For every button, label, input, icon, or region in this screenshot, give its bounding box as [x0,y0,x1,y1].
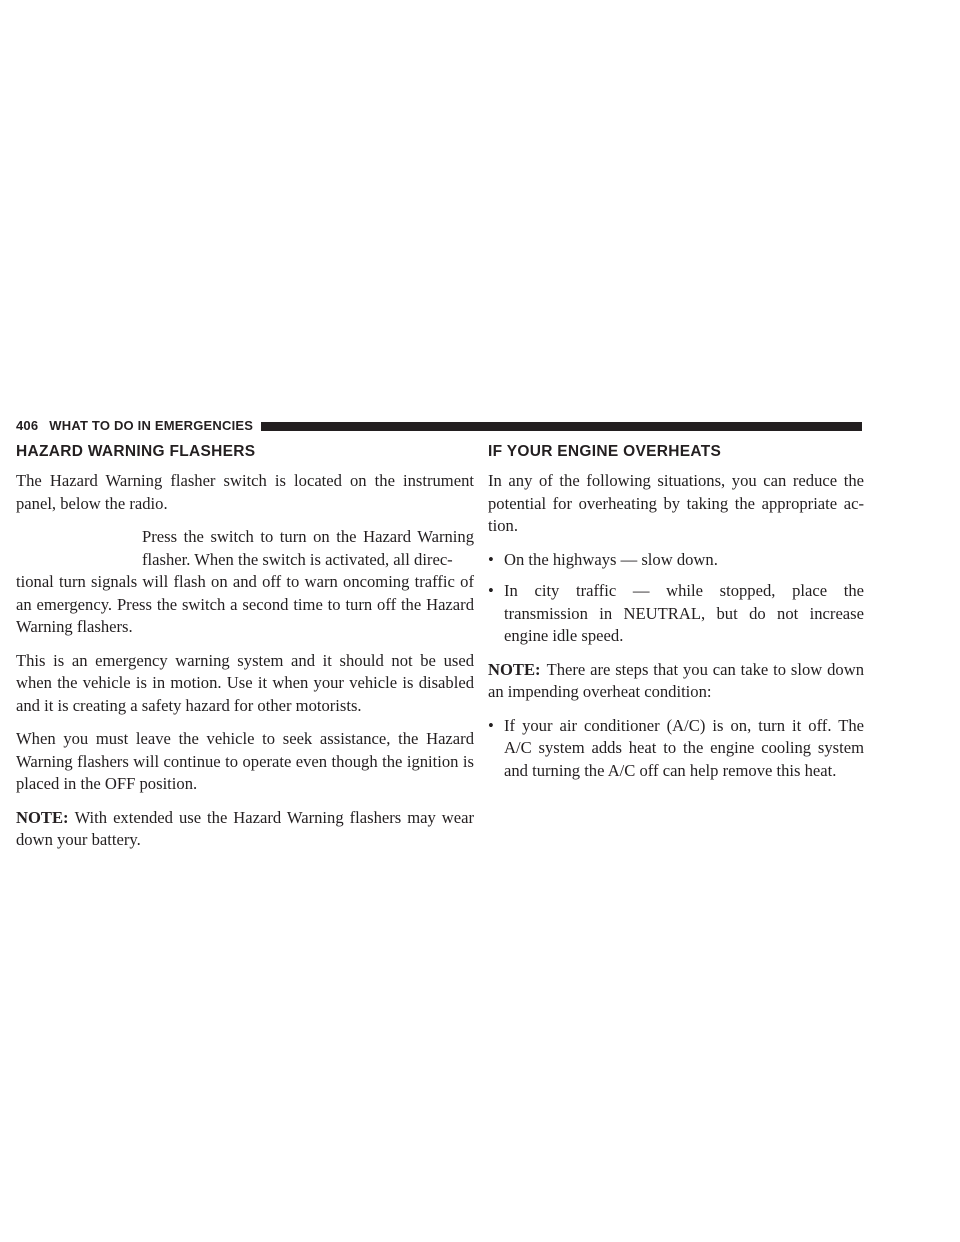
header-rule [261,422,862,431]
bullet-glyph: • [488,549,494,569]
list-item [488,549,864,572]
overheat-situation-list [488,549,864,648]
hazard-usage-paragraph: This is an emergency warning system and it should not be used when the vehicle is in motion. Use it when your vehicle is disabled and it is creating a safety hazard for other motorists. [16,650,474,715]
overheat-steps-list [488,715,864,783]
hazard-leave-vehicle-paragraph: When you must leave the vehicle to seek assistance, the Hazard Warning flashers will continue to operate even though the ignition is placed in the OFF position. [16,729,474,793]
note-text: There are steps that you can take to slow down an impending overheat condition: [488,659,864,701]
list-item-text: On the highways — slow down. [504,549,718,569]
section-title: WHAT TO DO IN EMERGENCIES [49,418,254,433]
hazard-switch-paragraph-start: Press the switch to turn on the Hazard Warning flasher. When the switch is activated, all direc- [142,527,474,569]
right-column [488,443,864,793]
bullet-glyph: • [488,581,494,600]
overheat-note [488,659,864,704]
note-label: NOTE: [16,807,69,827]
overheat-intro-paragraph: In any of the following situations, you can reduce the potential for overheating by taking the appropriate ac-tion. [488,471,864,535]
list-item [488,580,864,648]
note-text: With extended use the Hazard Warning flashers may wear down your battery. [16,807,474,849]
overheat-heading: IF YOUR ENGINE OVERHEATS [488,443,722,460]
page-header [16,419,862,433]
list-item-text: In city traffic — while stopped, place the transmission in NEUTRAL, but do not increase engine idle speed. [504,581,864,645]
page-number: 406 [16,418,39,433]
hazard-switch-paragraph-rest: tional turn signals will flash on and off to warn oncoming traffic of an emergency. Press the switch a second time to turn off the Hazard Warning flashers. [16,572,474,636]
hazard-flashers-heading: HAZARD WARNING FLASHERS [16,443,256,460]
hazard-location-paragraph: The Hazard Warning flasher switch is located on the instrument panel, below the radio. [16,471,474,513]
hazard-note [16,807,474,852]
bullet-glyph: • [488,715,494,735]
list-item [488,715,864,783]
left-column [16,443,474,863]
list-item-text: If your air conditioner (A/C) is on, turn it off. The A/C system adds heat to the engine cooling system and turning the A/C off can help remove this heat. [504,715,864,780]
note-label: NOTE: [488,659,541,679]
